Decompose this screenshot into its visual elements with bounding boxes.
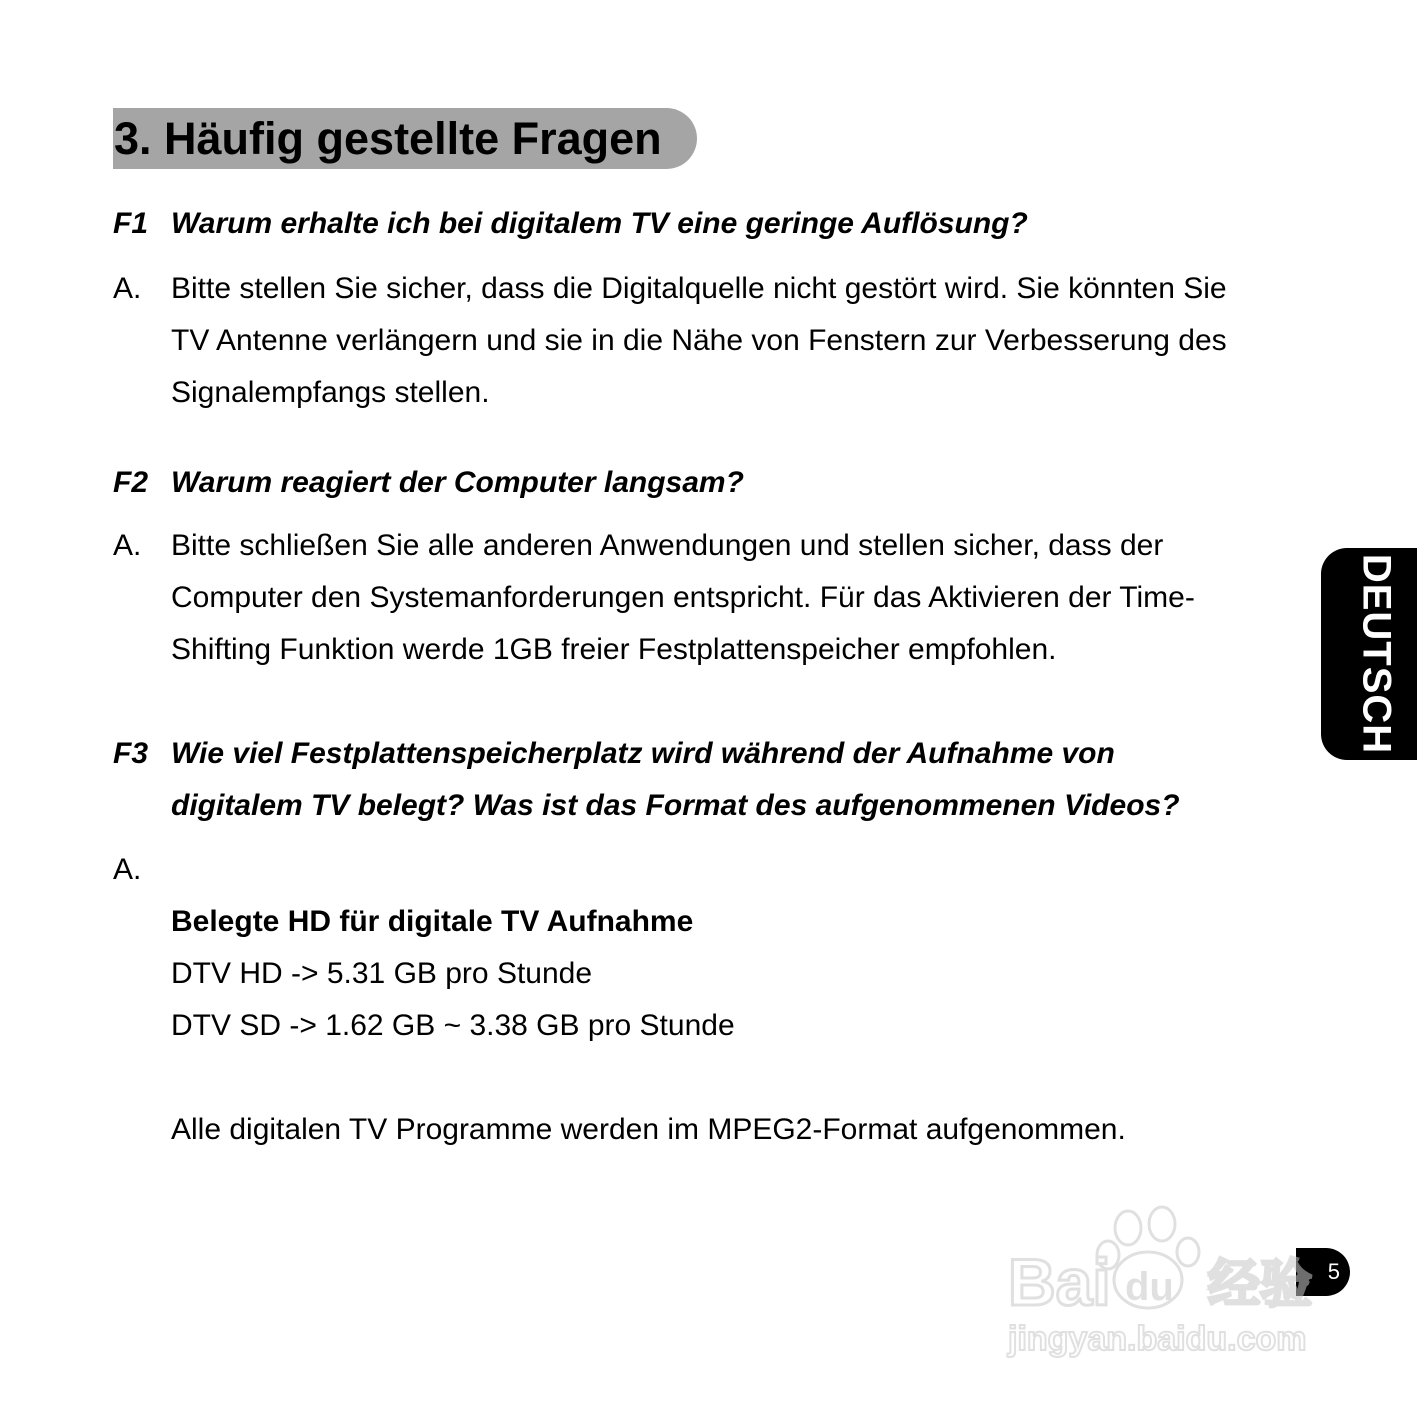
answer-label-2: A. <box>113 529 142 562</box>
language-tab <box>1321 548 1417 760</box>
watermark-url: jingyan.baidu.com <box>1008 1320 1307 1358</box>
question-text <box>171 728 1180 832</box>
watermark-brand-paw: du <box>1125 1265 1174 1309</box>
question-line: Warum erhalte ich bei digitalem TV eine geringe Auflösung? <box>171 207 1028 240</box>
baidu-watermark <box>1000 1200 1340 1370</box>
answer-note <box>171 1104 1311 1156</box>
answer-label-1: A. <box>113 272 142 305</box>
answer-line: Bitte schließen Sie alle anderen Anwendungen und stellen sicher, dass der <box>171 529 1164 562</box>
answer-line: Computer den Systemanforderungen entspricht. Für das Aktivieren der Time- <box>171 581 1195 614</box>
question-line: Wie viel Festplattenspeicherplatz wird während der Aufnahme von <box>171 737 1115 770</box>
question-text <box>171 457 744 509</box>
question-number: F2 <box>113 466 149 499</box>
answer-title: Belegte HD für digitale TV Aufnahme <box>171 905 694 938</box>
answer-label-3: A. <box>113 853 142 886</box>
answer-line: Shifting Funktion werde 1GB freier Festplattenspeicher empfohlen. <box>171 633 1057 666</box>
page-number: 5 <box>1327 1259 1340 1284</box>
answer-line: TV Antenne verlängern und sie in die Nähe von Fenstern zur Verbesserung des <box>171 324 1227 357</box>
faq-answer-3 <box>171 896 1311 1052</box>
watermark-brand-cn: 经验 <box>1208 1255 1313 1315</box>
answer-line: DTV HD -> 5.31 GB pro Stunde <box>171 957 593 990</box>
question-number: F1 <box>113 207 149 240</box>
question-line: Warum reagiert der Computer langsam? <box>171 466 744 499</box>
section-heading-bar <box>113 108 697 169</box>
watermark-brand: Bai <box>1008 1245 1111 1319</box>
question-line: digitalem TV belegt? Was ist das Format des aufgenommenen Videos? <box>171 789 1180 822</box>
page-title: 3. Häufig gestellte Fragen <box>114 113 662 164</box>
answer-line: Bitte stellen Sie sicher, dass die Digitalquelle nicht gestört wird. Sie könnten Sie <box>171 272 1227 305</box>
faq-answer-1 <box>171 263 1311 419</box>
faq-answer-2 <box>171 520 1311 676</box>
question-number: F3 <box>113 737 149 770</box>
question-text <box>171 198 1028 250</box>
answer-line: Signalempfangs stellen. <box>171 376 490 409</box>
answer-line: Alle digitalen TV Programme werden im MPEG2-Format aufgenommen. <box>171 1113 1126 1146</box>
language-tab-label: DEUTSCH <box>1354 553 1399 755</box>
answer-line: DTV SD -> 1.62 GB ~ 3.38 GB pro Stunde <box>171 1009 735 1042</box>
